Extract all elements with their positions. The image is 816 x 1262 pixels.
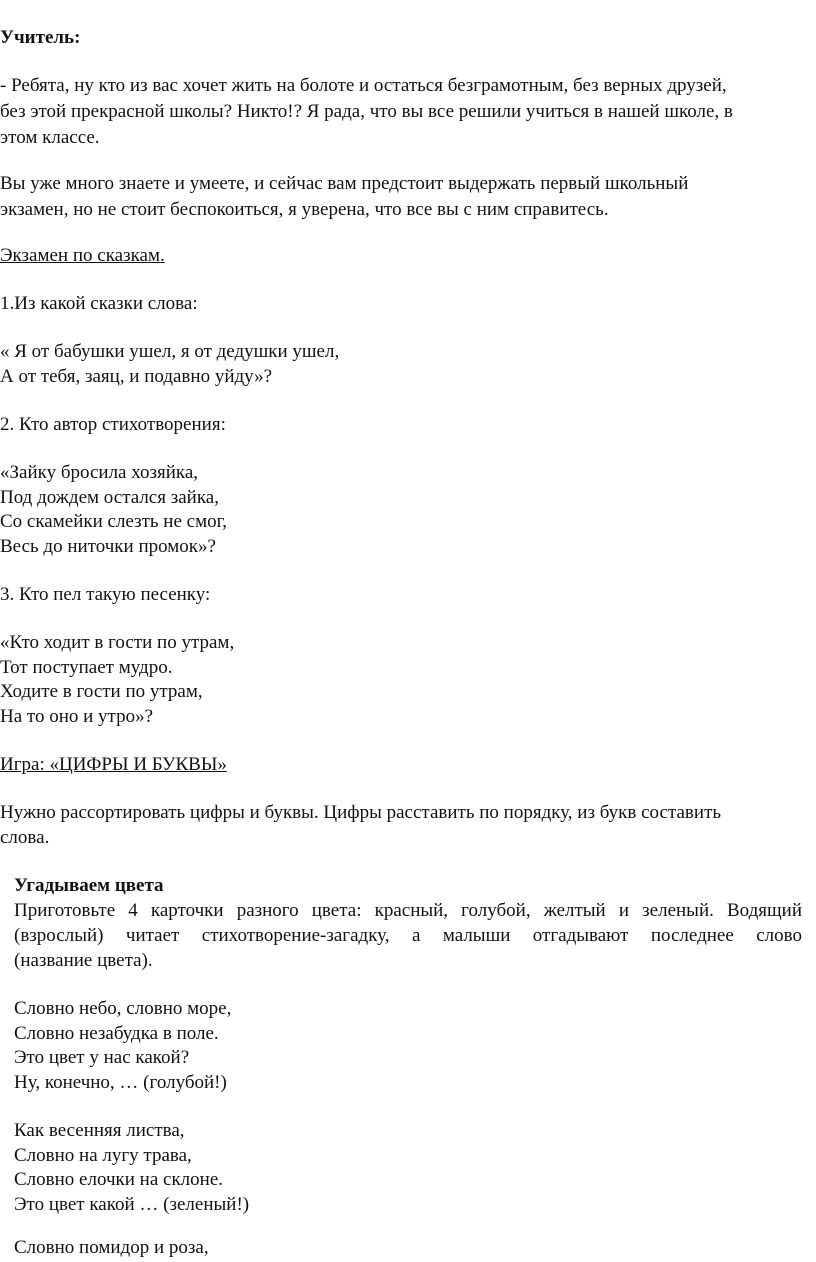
intro-line-2: без этой прекрасной школы? Никто!? Я рада, что вы все решили учиться в нашей школе, в (0, 101, 733, 122)
teacher-heading: Учитель: (0, 27, 81, 48)
intro-line-1: - Ребята, ну кто из вас хочет жить на болоте и остаться безграмотным, без верных друзей, (0, 75, 727, 96)
exam-intro-line-1: Вы уже много знаете и умеете, и сейчас вам предстоит выдержать первый школьный (0, 173, 689, 194)
question-3-quote-line-1: «Кто ходит в гости по утрам, (0, 632, 235, 653)
poem-1-line-3: Это цвет у нас какой? (14, 1047, 190, 1068)
question-2-quote-line-4: Весь до ниточки промок»? (0, 536, 216, 557)
question-3-quote-line-3: Ходите в гости по утрам, (0, 681, 203, 702)
colors-section-title: Угадываем цвета (14, 875, 164, 896)
question-2: 2. Кто автор стихотворения: (0, 414, 226, 435)
intro-line-3: этом классе. (0, 127, 100, 148)
question-2-quote-line-2: Под дождем остался зайка, (0, 487, 219, 508)
game-text-line-1: Нужно рассортировать цифры и буквы. Цифры расставить по порядку, из букв составить (0, 802, 722, 823)
poem-1-line-2: Словно незабудка в поле. (14, 1023, 219, 1044)
game-title: Игра: «ЦИФРЫ И БУКВЫ» (0, 754, 227, 775)
question-3-quote-line-4: На то оно и утро»? (0, 706, 154, 727)
poem-1-line-1: Словно небо, словно море, (14, 998, 232, 1019)
poem-3-line-1: Словно помидор и роза, (14, 1237, 209, 1258)
poem-2-line-3: Словно елочки на склоне. (14, 1169, 224, 1190)
exam-intro-line-2: экзамен, но не стоит беспокоиться, я уверена, что все вы с ним справитесь. (0, 199, 609, 220)
poem-2-line-1: Как весенняя листва, (14, 1120, 185, 1141)
question-1-quote-line-1: « Я от бабушки ушел, я от дедушки ушел, (0, 341, 340, 362)
question-1: 1.Из какой сказки слова: (0, 293, 198, 314)
question-2-quote-line-3: Со скамейки слезть не смог, (0, 511, 228, 532)
colors-text-line-2: (взрослый) читает стихотворение-загадку, а малыши отгадывают последнее слово (14, 925, 802, 946)
question-2-quote-line-1: «Зайку бросила хозяйка, (0, 462, 199, 483)
exam-title: Экзамен по сказкам. (0, 245, 165, 266)
question-3: 3. Кто пел такую песенку: (0, 584, 211, 605)
game-text-line-2: слова. (0, 827, 50, 848)
colors-text-line-3: (название цвета). (14, 950, 153, 971)
poem-2-line-4: Это цвет какой … (зеленый!) (14, 1194, 250, 1215)
poem-1-line-4: Ну, конечно, … (голубой!) (14, 1072, 227, 1093)
question-3-quote-line-2: Тот поступает мудро. (0, 657, 173, 678)
colors-text-line-1: Приготовьте 4 карточки разного цвета: красный, голубой, желтый и зеленый. Водящий (14, 900, 802, 921)
poem-2-line-2: Словно на лугу трава, (14, 1145, 192, 1166)
question-1-quote-line-2: А от тебя, заяц, и подавно уйду»? (0, 366, 273, 387)
